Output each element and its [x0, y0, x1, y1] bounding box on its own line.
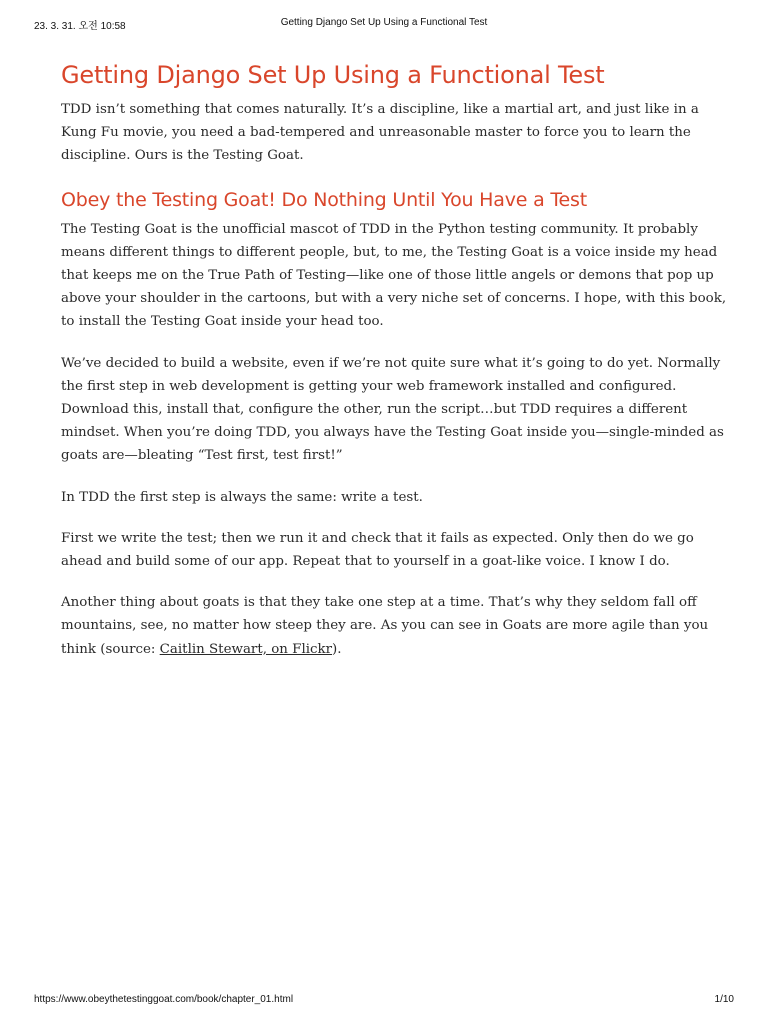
- paragraph-goats-text: Another thing about goats is that they take one step at a time. That’s why they seldom fall off mountains, see, no matter how steep they are. As you can see in Goats are more agile than you think (source:: [61, 595, 709, 657]
- print-datetime: 23. 3. 31. 오전 10:58: [34, 21, 126, 32]
- flickr-source-link[interactable]: Caitlin Stewart, on Flickr: [159, 641, 333, 657]
- print-url: https://www.obeythetestinggoat.com/book/chapter_01.html: [34, 994, 294, 1005]
- article-content: [61, 58, 737, 679]
- page-title: Getting Django Set Up Using a Functional Test: [61, 61, 605, 89]
- paragraph-first-step: In TDD the first step is always the same: write a test.: [61, 489, 423, 505]
- paragraph-goats-tail: ).: [332, 641, 342, 657]
- paragraph-goats-agile: [61, 591, 737, 661]
- paragraph-testing-goat: The Testing Goat is the unofficial mascot of TDD in the Python testing community. It probably means different things to different people, but, to me, the Testing Goat is a voice inside my head that keeps me on the True Path of Testing—like one of those little angels or demons that pop up above your shoulder in the cartoons, but with a very niche set of concerns. I hope, with this book, to install the Testing Goat inside your head too.: [61, 221, 727, 330]
- paragraph-write-test: First we write the test; then we run it and check that it fails as expected. Only then do we go ahead and build some of our app. Repeat that to yourself in a goat-like voice. I know I do.: [61, 530, 694, 570]
- print-page-number: 1/10: [714, 994, 734, 1005]
- print-footer: [34, 994, 734, 1008]
- section-heading: Obey the Testing Goat! Do Nothing Until You Have a Test: [61, 188, 587, 211]
- paragraph-build-website: We’ve decided to build a website, even if we’re not quite sure what it’s going to do yet. Normally the first step in web development is getting your web framework installed and configured. Download this, install that, configure the other, run the script…but TDD requires a different mindset. When you’re doing TDD, you always have the Testing Goat inside you—single-minded as goats are—bleating “Test first, test first!”: [61, 355, 724, 464]
- print-page-title: Getting Django Set Up Using a Functional Test: [280, 17, 488, 28]
- print-header: [34, 17, 734, 31]
- intro-paragraph: TDD isn’t something that comes naturally. It’s a discipline, like a martial art, and just like in a Kung Fu movie, you need a bad-tempered and unreasonable master to force you to learn the discipline. Ours is the Testing Goat.: [61, 102, 699, 164]
